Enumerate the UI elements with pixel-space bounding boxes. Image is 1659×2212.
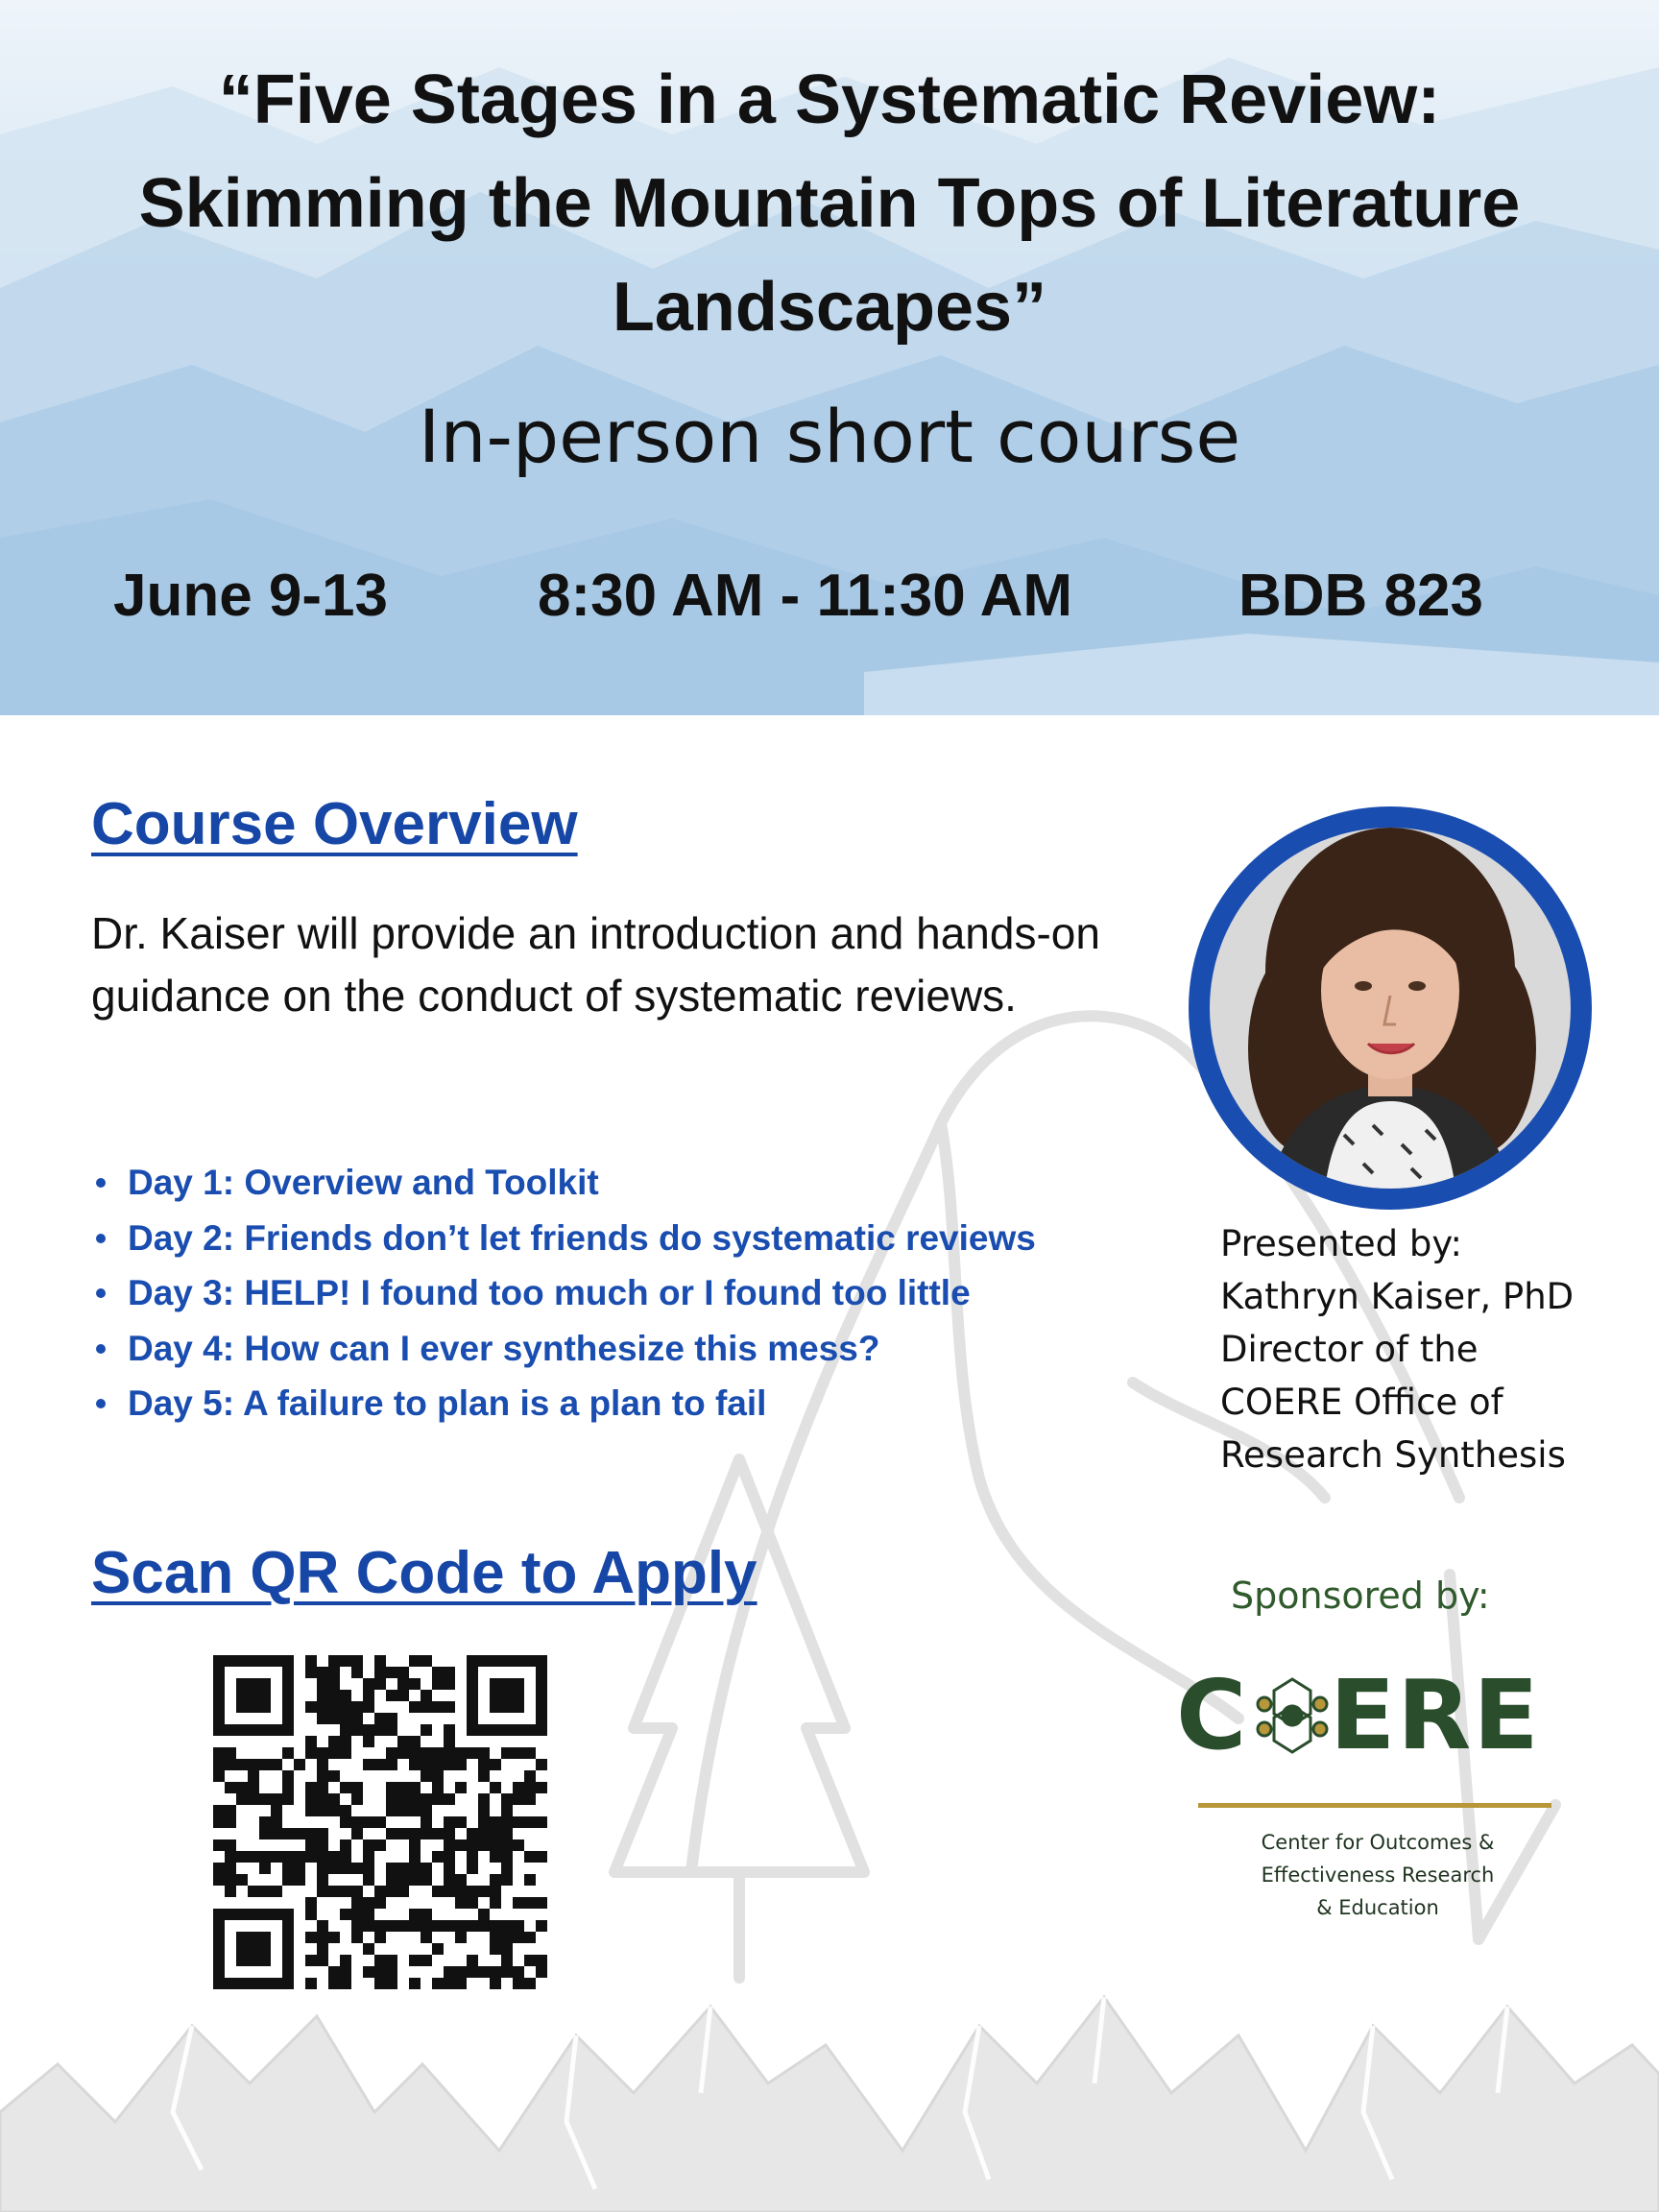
qr-code[interactable] [213, 1655, 547, 1989]
day-item-text: Day 4: How can I ever synthesize this mess? [128, 1328, 880, 1368]
course-title [38, 48, 1621, 359]
coere-logo-letter: C [1176, 1659, 1247, 1771]
course-title-line: Landscapes” [612, 269, 1047, 346]
presenter-line: Presented by: [1220, 1223, 1462, 1264]
course-location: BDB 823 [1238, 563, 1483, 629]
course-title-line: “Five Stages in a Systematic Review: [218, 61, 1441, 138]
coere-emblem-icon [1253, 1675, 1332, 1756]
coere-description-line: Center for Outcomes & [1261, 1831, 1495, 1854]
presenter-line: Research Synthesis [1220, 1434, 1566, 1476]
mountain-range-footer [0, 1997, 1659, 2212]
day-item-text: Day 5: A failure to plan is a plan to fail [128, 1383, 767, 1423]
day-item [96, 1321, 1036, 1377]
presenter-photo [1189, 806, 1592, 1210]
coere-description-line: Effectiveness Research [1261, 1863, 1495, 1887]
course-time: 8:30 AM - 11:30 AM [538, 563, 1073, 629]
presenter-line: COERE Office of [1220, 1382, 1503, 1423]
presenter-line: Director of the [1220, 1329, 1479, 1370]
sponsored-by-label: Sponsored by: [1231, 1575, 1490, 1617]
bullet-icon [96, 1178, 106, 1188]
logo-divider [1198, 1803, 1551, 1808]
apply-heading: Scan QR Code to Apply [91, 1540, 757, 1606]
presenter-portrait [1210, 828, 1571, 1189]
bullet-icon [96, 1399, 106, 1408]
day-item-text: Day 1: Overview and Toolkit [128, 1163, 599, 1202]
day-item [96, 1265, 1036, 1321]
overview-description: Dr. Kaiser will provide an introduction and hands-on guidance on the conduct of systematic reviews. [91, 908, 1100, 1021]
bullet-icon [96, 1234, 106, 1243]
bullet-icon [96, 1344, 106, 1354]
coere-logo [1176, 1659, 1560, 1771]
course-subtitle: In-person short course [418, 394, 1241, 479]
presenter-info [1220, 1217, 1643, 1481]
day-item [96, 1376, 1036, 1431]
day-item [96, 1211, 1036, 1266]
coere-logo-wordmark: ERE [1330, 1659, 1541, 1771]
bullet-icon [96, 1288, 106, 1298]
overview-heading: Course Overview [91, 791, 578, 857]
day-item-text: Day 3: HELP! I found too much or I found too little [128, 1273, 971, 1312]
day-item [96, 1155, 1036, 1211]
presenter-line: Kathryn Kaiser, PhD [1220, 1276, 1575, 1317]
coere-description [1219, 1826, 1536, 1924]
hero-banner [0, 0, 1659, 715]
course-date: June 9-13 [113, 563, 389, 629]
day-list [96, 1155, 1036, 1431]
course-title-line: Skimming the Mountain Tops of Literature [138, 165, 1521, 242]
day-item-text: Day 2: Friends don’t let friends do systematic reviews [128, 1217, 1036, 1258]
tree-icon [614, 1459, 864, 1872]
coere-description-line: & Education [1316, 1896, 1439, 1919]
